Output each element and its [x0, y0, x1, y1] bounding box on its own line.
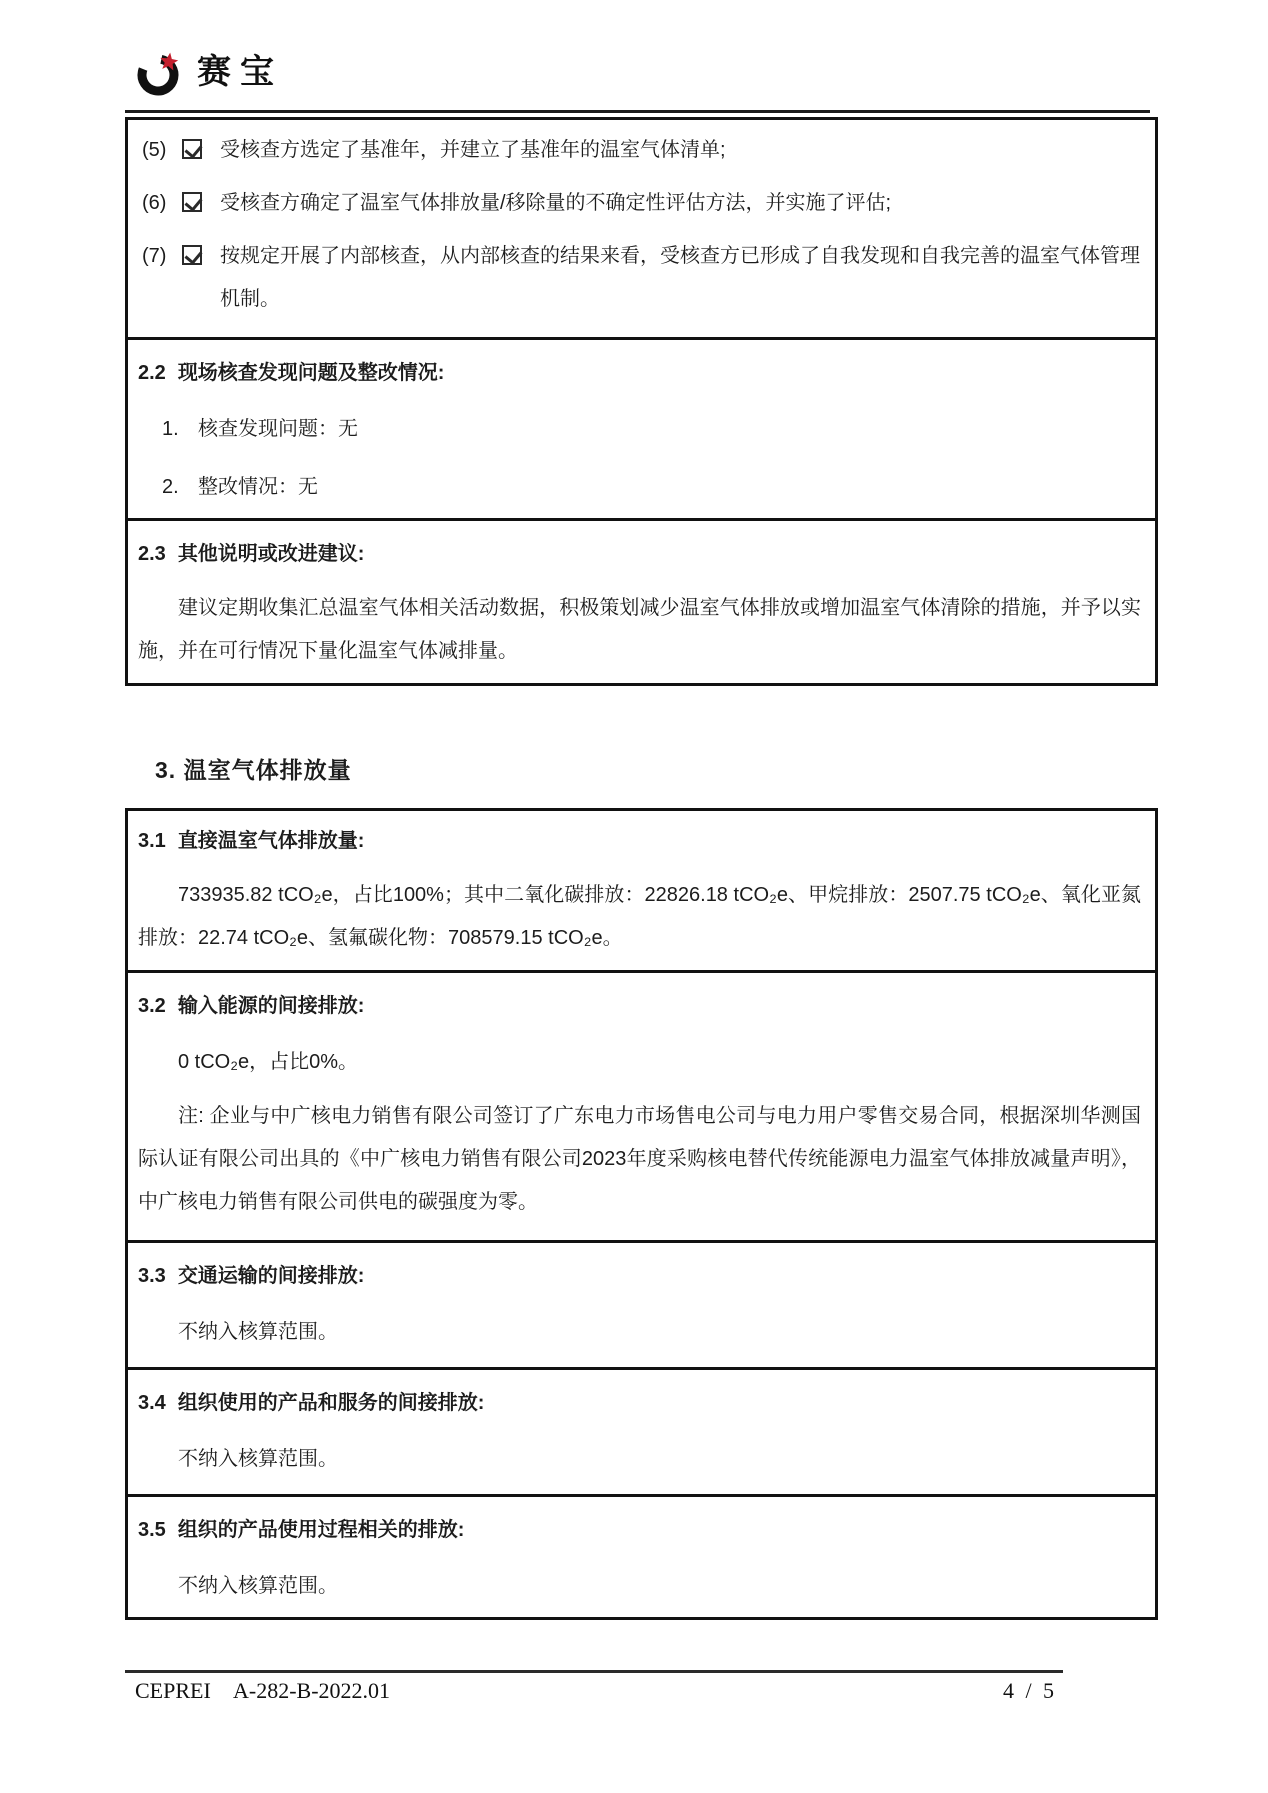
emissions-box — [125, 808, 1158, 1620]
section-heading — [138, 820, 1141, 862]
scope-note-line: 不纳入核算范围。 — [178, 1575, 338, 1597]
scope-note-line: 不纳入核算范围。 — [178, 1321, 338, 1343]
section-heading — [138, 1382, 1141, 1424]
emissions-value-paragraph: 733935.82 tCO₂e，占比100%；其中二氧化碳排放：22826.18 tCO₂e、甲烷排放：2507.75 tCO₂e、氧化亚氮排放：22.74 tCO₂e、氢氟碳化物：708579.15 tCO₂e。 — [138, 884, 1141, 949]
emissions-value-line: 0 tCO₂e，占比0%。 — [178, 1051, 359, 1073]
suggestion-paragraph: 建议定期收集汇总温室气体相关活动数据，积极策划减少温室气体排放或增加温室气体清除的措施，并予以实施，并在可行情况下量化温室气体减排量。 — [138, 597, 1141, 662]
scope-note-line: 不纳入核算范围。 — [178, 1448, 338, 1470]
cepre-logo — [135, 50, 1158, 96]
verification-findings-box — [125, 117, 1158, 686]
checked-checkbox-icon — [182, 192, 202, 212]
section-3-5 — [128, 1494, 1155, 1617]
item-number: 2. — [162, 476, 179, 498]
checklist-item — [138, 129, 1141, 172]
section-number: 3.2 — [138, 995, 166, 1017]
section-title: 现场核查发现问题及整改情况: — [177, 362, 445, 384]
section-number: 3.3 — [138, 1265, 166, 1287]
section-title: 组织的产品使用过程相关的排放: — [177, 1519, 465, 1541]
item-text: 受核查方选定了基准年，并建立了基准年的温室气体清单; — [220, 139, 726, 161]
item-text: 受核查方确定了温室气体排放量/移除量的不确定性评估方法，并实施了评估; — [220, 192, 892, 214]
header-divider — [125, 110, 1150, 113]
section-3-4 — [128, 1367, 1155, 1494]
chapter-3-heading: 3. 温室气体排放量 — [155, 757, 352, 783]
checked-checkbox-icon — [182, 245, 202, 265]
note-paragraph: 注: 企业与中广核电力销售有限公司签订了广东电力市场售电公司与电力用户零售交易合同，根据深圳华测国际认证有限公司出具的《中广核电力销售有限公司2023年度采购核电替代传统能源电力温室气体排放减量声明》，中广核电力销售有限公司供电的碳强度为零。 — [138, 1105, 1141, 1213]
section-title: 交通运输的间接排放: — [177, 1265, 365, 1287]
page-header — [125, 0, 1158, 113]
section-2-3 — [128, 518, 1155, 683]
finding-item — [138, 466, 1141, 508]
section-number: 2.3 — [138, 543, 166, 565]
checked-checkbox-icon — [182, 139, 202, 159]
section-title: 直接温室气体排放量: — [177, 830, 365, 852]
page-footer — [125, 1670, 1158, 1708]
item-number: (7) — [142, 245, 167, 267]
item-text: 核查发现问题：无 — [198, 418, 358, 440]
section-number: 3.1 — [138, 830, 166, 852]
section-heading — [138, 533, 1141, 575]
section-3-2 — [128, 970, 1155, 1240]
section-heading — [138, 985, 1141, 1027]
cepre-c-ring-star-icon — [135, 49, 183, 97]
section-title: 其他说明或改进建议: — [177, 543, 365, 565]
section-number: 2.2 — [138, 362, 166, 384]
brand-name: 赛宝 — [197, 54, 283, 91]
item-number: (5) — [142, 139, 167, 161]
checklist-item — [138, 182, 1141, 225]
item-number: 1. — [162, 418, 179, 440]
item-text: 按规定开展了内部核查，从内部核查的结果来看，受核查方已形成了自我发现和自我完善的温室气体管理机制。 — [220, 245, 1140, 310]
section-3-1 — [128, 811, 1155, 970]
section-heading — [138, 1255, 1141, 1297]
footer-divider — [125, 1670, 1063, 1673]
section-heading — [138, 1509, 1141, 1551]
footer-organization: CEPREI — [135, 1678, 211, 1703]
checklist-section — [128, 120, 1155, 337]
item-text: 整改情况：无 — [198, 476, 318, 498]
section-number: 3.4 — [138, 1392, 166, 1414]
section-2-2 — [128, 337, 1155, 518]
section-3-3 — [128, 1240, 1155, 1367]
section-heading — [138, 352, 1141, 394]
checklist-item — [138, 235, 1141, 321]
section-number: 3.5 — [138, 1519, 166, 1541]
item-number: (6) — [142, 192, 167, 214]
footer-document-code: A-282-B-2022.01 — [233, 1678, 391, 1703]
section-title: 输入能源的间接排放: — [177, 995, 365, 1017]
page-number: 4 / 5 — [1002, 1678, 1058, 1703]
finding-item — [138, 408, 1141, 450]
section-title: 组织使用的产品和服务的间接排放: — [177, 1392, 485, 1414]
